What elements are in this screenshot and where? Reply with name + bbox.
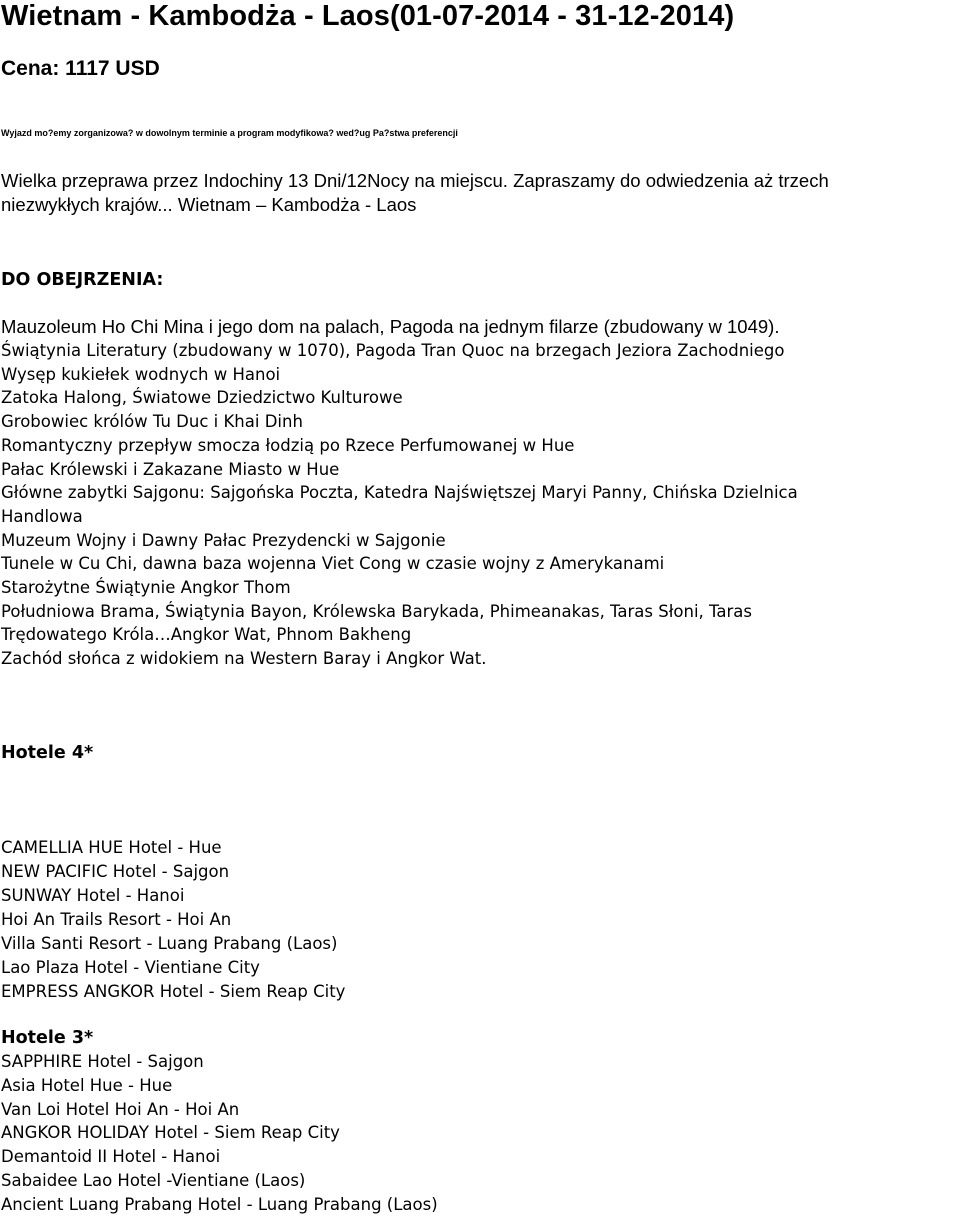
hotel-item: Hoi An Trails Resort - Hoi An [1, 910, 232, 929]
sight-line: Świątynia Literatury (zbudowany w 1070), Pagoda Tran Quoc na brzegach Jeziora Zachodniego [1, 341, 785, 360]
sights-heading: DO OBEJRZENIA: [1, 270, 164, 290]
booking-note: Wyjazd mo?emy zorganizowa? w dowolnym terminie a program modyfikowa? wed?ug Pa?stwa preferencji [1, 128, 458, 138]
sight-line: Grobowiec królów Tu Duc i Khai Dinh [1, 412, 303, 432]
hotel-item: Sabaidee Lao Hotel -Vientiane (Laos) [1, 1170, 306, 1190]
hotel-item: Van Loi Hotel Hoi An - Hoi An [1, 1099, 240, 1119]
sight-line: Tunele w Cu Chi, dawna baza wojenna Viet Cong w czasie wojny z Amerykanami [1, 554, 665, 574]
hotel-item: Demantoid II Hotel - Hanoi [1, 1147, 221, 1167]
hotel-item: Ancient Luang Prabang Hotel - Luang Prabang (Laos) [1, 1194, 438, 1214]
price: Cena: 1117 USD [1, 57, 160, 80]
hotels-4-star-heading: Hotele 4* [1, 743, 94, 763]
hotel-item: NEW PACIFIC Hotel - Sajgon [1, 862, 230, 881]
sight-line: Zatoka Halong, Światowe Dziedzictwo Kulturowe [1, 388, 403, 408]
page-title: Wietnam - Kambodża - Laos(01-07-2014 - 31-12-2014) [1, 0, 735, 32]
intro-line: niezwykłych krajów... Wietnam – Kambodża - Laos [1, 194, 417, 215]
hotel-item: SUNWAY Hotel - Hanoi [1, 886, 185, 905]
sight-line: Starożytne Świątynie Angkor Thom [1, 578, 291, 598]
hotels-4-star-list [1, 836, 345, 1004]
sights-list [1, 339, 960, 671]
hotel-item: Asia Hotel Hue - Hue [1, 1075, 173, 1095]
sight-line: Trędowatego Króla…Angkor Wat, Phnom Bakheng [1, 625, 412, 645]
hotel-item: EMPRESS ANGKOR Hotel - Siem Reap City [1, 982, 346, 1001]
sight-line: Romantyczny przepływ smocza łodzią po Rzece Perfumowanej w Hue [1, 435, 575, 455]
hotel-item: CAMELLIA HUE Hotel - Hue [1, 838, 222, 857]
intro-paragraph [1, 169, 960, 217]
hotels-3-star-list [1, 1050, 438, 1217]
hotel-item: SAPPHIRE Hotel - Sajgon [1, 1052, 204, 1071]
hotel-item: ANGKOR HOLIDAY Hotel - Siem Reap City [1, 1123, 340, 1143]
hotel-item: Lao Plaza Hotel - Vientiane City [1, 958, 260, 977]
sights-first-line: Mauzoleum Ho Chi Mina i jego dom na palach, Pagoda na jednym filarze (zbudowany w 1049). [1, 316, 780, 337]
sight-line: Południowa Brama, Świątynia Bayon, Królewska Barykada, Phimeanakas, Taras Słoni, Taras [1, 601, 752, 621]
sight-line: Handlowa [1, 506, 83, 526]
sight-line: Zachód słońca z widokiem na Western Baray i Angkor Wat. [1, 649, 487, 669]
sight-line: Główne zabytki Sajgonu: Sajgońska Poczta, Katedra Najświętszej Maryi Panny, Chińska Dzielnica [1, 483, 798, 503]
sight-line: Muzeum Wojny i Dawny Pałac Prezydencki w Sajgonie [1, 530, 446, 550]
hotels-3-star-heading: Hotele 3* [1, 1028, 94, 1048]
hotel-item: Villa Santi Resort - Luang Prabang (Laos) [1, 934, 338, 953]
intro-line: Wielka przeprawa przez Indochiny 13 Dni/12Nocy na miejscu. Zapraszamy do odwiedzenia aż trzech [1, 170, 829, 191]
sight-line: Wysęp kukiełek wodnych w Hanoi [1, 364, 281, 384]
sight-line: Pałac Królewski i Zakazane Miasto w Hue [1, 459, 340, 479]
